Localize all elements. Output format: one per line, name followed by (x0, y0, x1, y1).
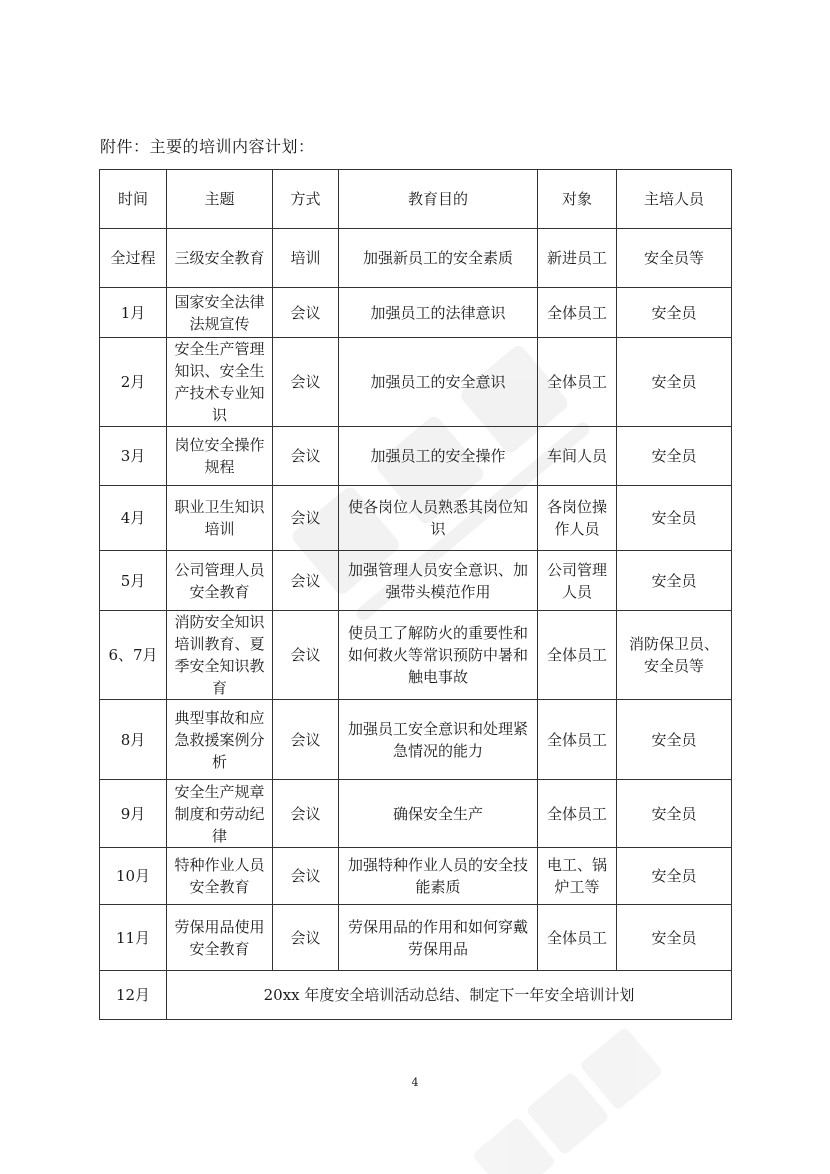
cell-topic-text: 消防安全知识培训教育、夏季安全知识教育 (174, 613, 265, 697)
header-target: 对象 (538, 170, 617, 229)
attachment-caption: 附件：主要的培训内容计划： (100, 137, 315, 156)
cell-target (538, 700, 617, 780)
cell-topic-text: 职业卫生知识培训 (174, 498, 265, 538)
cell-trainer (617, 229, 732, 288)
cell-time (100, 700, 167, 780)
cell-trainer-text: 安全员 (651, 303, 697, 322)
table-row (100, 611, 732, 700)
cell-time (100, 611, 167, 700)
table-row (100, 905, 732, 971)
cell-topic-text: 三级安全教育 (174, 249, 265, 267)
cell-method-text: 会议 (290, 571, 321, 590)
cell-goal-text: 加强员工的安全意识 (370, 373, 506, 391)
cell-topic (167, 427, 273, 486)
cell-method (273, 288, 339, 338)
cell-target-text: 全体员工 (546, 646, 607, 664)
cell-topic-text: 劳保用品使用安全教育 (174, 917, 265, 958)
cell-target-text: 各岗位操作人员 (546, 498, 607, 538)
table-row (100, 551, 732, 611)
cell-method-text: 会议 (290, 303, 321, 322)
cell-time (100, 288, 167, 338)
cell-goal-text: 加强特种作业人员的安全技能素质 (347, 856, 528, 896)
cell-goal-text: 加强员工的安全操作 (370, 447, 506, 465)
cell-trainer-text: 安全员 (651, 447, 697, 465)
cell-trainer-text: 安全员 (651, 804, 697, 823)
cell-trainer (617, 427, 732, 486)
cell-topic-text: 安全生产管理知识、安全生产技术专业知识 (174, 340, 265, 424)
cell-topic (167, 848, 273, 905)
table-row (100, 427, 732, 486)
cell-goal-text: 加强新员工的安全素质 (362, 249, 513, 267)
cell-method (273, 229, 339, 288)
cell-goal (339, 486, 538, 551)
cell-topic-text: 典型事故和应急救援案例分析 (174, 708, 265, 771)
training-plan-body (100, 170, 732, 1020)
cell-time-text: 6、7月 (108, 646, 158, 664)
cell-topic (167, 338, 273, 427)
cell-trainer-text: 安全员 (651, 373, 697, 391)
header-trainer: 主培人员 (617, 170, 732, 229)
cell-method (273, 780, 339, 848)
cell-goal-text: 加强员工安全意识和处理紧急情况的能力 (347, 719, 528, 760)
cell-method (273, 551, 339, 611)
cell-target-text: 全体员工 (546, 303, 607, 322)
cell-trainer (617, 486, 732, 551)
cell-goal (339, 905, 538, 971)
cell-trainer-text: 安全员 (651, 928, 697, 947)
cell-topic (167, 611, 273, 700)
cell-target-text: 全体员工 (546, 928, 607, 947)
cell-target (538, 611, 617, 700)
cell-target (538, 288, 617, 338)
cell-method-text: 培训 (290, 249, 321, 267)
cell-trainer-text: 安全员 (651, 867, 697, 885)
cell-method-text: 会议 (290, 646, 321, 664)
cell-method-text: 会议 (290, 867, 321, 885)
cell-time-text: 全过程 (110, 249, 156, 267)
cell-goal (339, 229, 538, 288)
cell-trainer (617, 848, 732, 905)
cell-goal-text: 劳保用品的作用和如何穿戴劳保用品 (347, 917, 528, 958)
cell-topic (167, 288, 273, 338)
cell-trainer-text: 安全员 (651, 571, 697, 590)
cell-method-text: 会议 (290, 373, 321, 391)
summary-row (100, 971, 732, 1020)
header-method: 方式 (273, 170, 339, 229)
cell-time-text: 5月 (120, 571, 146, 590)
cell-trainer (617, 338, 732, 427)
cell-time (100, 338, 167, 427)
cell-topic-text: 安全生产规章制度和劳动纪律 (174, 782, 265, 845)
cell-time-text: 9月 (120, 804, 146, 823)
cell-method-text: 会议 (290, 928, 321, 947)
cell-goal (339, 700, 538, 780)
header-topic: 主题 (167, 170, 273, 229)
cell-trainer (617, 905, 732, 971)
cell-target-text: 电工、锅炉工等 (546, 856, 607, 896)
cell-target (538, 338, 617, 427)
cell-time-text: 10月 (115, 867, 151, 885)
cell-goal (339, 288, 538, 338)
cell-goal-text: 使各岗位人员熟悉其岗位知识 (347, 498, 528, 538)
cell-time (100, 905, 167, 971)
cell-trainer (617, 551, 732, 611)
cell-goal-text: 使员工了解防火的重要性和如何救火等常识预防中暑和触电事故 (347, 624, 528, 686)
cell-time-text: 11月 (115, 928, 151, 947)
cell-topic (167, 551, 273, 611)
cell-goal (339, 338, 538, 427)
cell-time (100, 551, 167, 611)
table-row (100, 338, 732, 427)
cell-target (538, 905, 617, 971)
cell-time-text: 8月 (120, 730, 146, 749)
table-row (100, 848, 732, 905)
cell-goal (339, 780, 538, 848)
page-number: 4 (411, 1076, 419, 1089)
cell-topic-text: 岗位安全操作规程 (174, 436, 265, 476)
header-row (100, 170, 732, 229)
training-plan-table (99, 169, 732, 1020)
cell-method-text: 会议 (290, 730, 321, 749)
cell-goal (339, 551, 538, 611)
cell-method (273, 848, 339, 905)
table-row (100, 780, 732, 848)
cell-goal (339, 611, 538, 700)
cell-time (100, 848, 167, 905)
cell-target-text: 公司管理人员 (546, 560, 607, 601)
cell-time (100, 780, 167, 848)
cell-trainer (617, 288, 732, 338)
cell-target (538, 848, 617, 905)
cell-topic (167, 905, 273, 971)
cell-time (100, 229, 167, 288)
cell-target (538, 229, 617, 288)
cell-goal (339, 848, 538, 905)
cell-target-text: 新进员工 (546, 249, 607, 267)
cell-trainer (617, 611, 732, 700)
cell-target-text: 全体员工 (546, 373, 607, 391)
cell-target (538, 427, 617, 486)
table-row (100, 486, 732, 551)
cell-trainer (617, 700, 732, 780)
cell-method-text: 会议 (290, 509, 321, 527)
cell-target-text: 全体员工 (546, 730, 607, 749)
cell-time-text: 3月 (120, 447, 146, 465)
cell-target (538, 486, 617, 551)
cell-time-text: 1月 (120, 303, 146, 322)
cell-method (273, 700, 339, 780)
cell-time: 12月 (100, 971, 167, 1020)
table-row (100, 229, 732, 288)
cell-time-text: 2月 (120, 373, 146, 391)
cell-method (273, 905, 339, 971)
cell-topic-text: 国家安全法律法规宣传 (174, 292, 265, 333)
cell-trainer-text: 消防保卫员、安全员等 (628, 635, 719, 675)
cell-method (273, 486, 339, 551)
cell-trainer-text: 安全员 (651, 509, 697, 527)
cell-trainer-text: 安全员 (651, 730, 697, 749)
cell-target (538, 551, 617, 611)
cell-target-text: 全体员工 (546, 804, 607, 823)
header-time: 时间 (100, 170, 167, 229)
cell-time (100, 427, 167, 486)
cell-time (100, 486, 167, 551)
cell-goal-text: 加强员工的法律意识 (370, 303, 506, 322)
cell-method (273, 338, 339, 427)
header-goal: 教育目的 (339, 170, 538, 229)
cell-topic (167, 700, 273, 780)
cell-method-text: 会议 (290, 447, 321, 465)
cell-topic-text: 公司管理人员安全教育 (174, 560, 265, 601)
table-row (100, 700, 732, 780)
cell-trainer (617, 780, 732, 848)
cell-topic-text: 特种作业人员安全教育 (174, 856, 265, 896)
cell-goal-text: 加强管理人员安全意识、加强带头模范作用 (347, 560, 528, 601)
cell-topic (167, 780, 273, 848)
table-row (100, 288, 732, 338)
cell-method (273, 611, 339, 700)
cell-trainer-text: 安全员等 (643, 249, 704, 267)
cell-topic (167, 229, 273, 288)
cell-goal-text: 确保安全生产 (392, 804, 483, 823)
cell-method-text: 会议 (290, 804, 321, 823)
cell-method (273, 427, 339, 486)
cell-topic (167, 486, 273, 551)
cell-goal (339, 427, 538, 486)
cell-target (538, 780, 617, 848)
cell-target-text: 车间人员 (546, 447, 607, 465)
summary-content: 20xx 年度安全培训活动总结、制定下一年安全培训计划 (167, 971, 732, 1020)
cell-time-text: 4月 (120, 509, 146, 527)
